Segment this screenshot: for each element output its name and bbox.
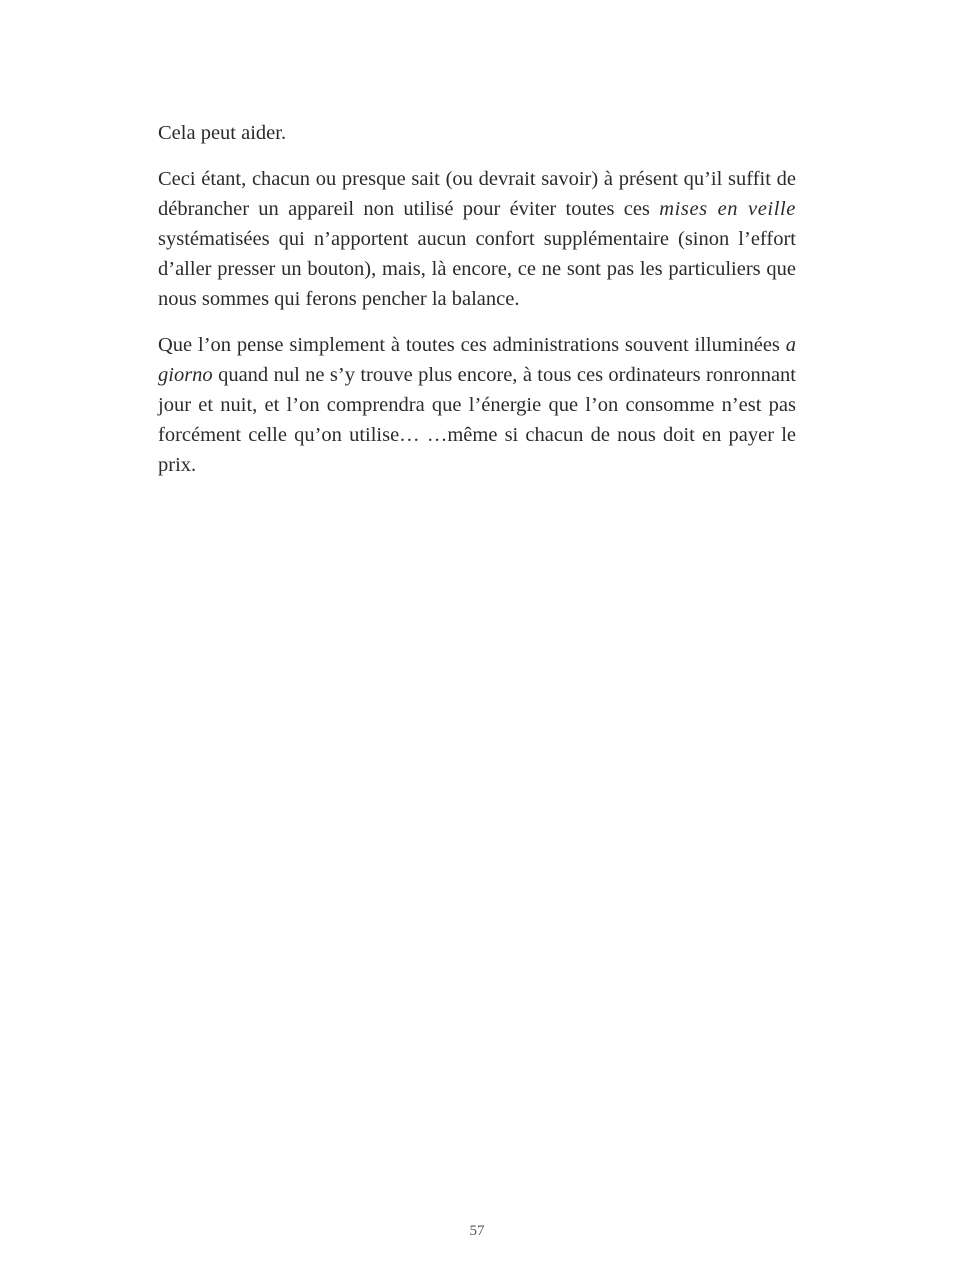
paragraph-1-text: Cela peut aider. [158, 122, 287, 144]
page-number: 57 [469, 1223, 485, 1239]
paragraph-1 [158, 118, 796, 148]
paragraph-2-text-end: systématisées qui n’apportent aucun confort supplémentaire (sinon l’effort d’aller presser un bouton), mais, là encore, ce ne sont pas les particuliers que nous sommes qui ferons pencher la balance. [158, 228, 796, 310]
paragraph-3-text-end: quand nul ne s’y trouve plus encore, à tous ces ordinateurs ronronnant jour et nuit, et l’on comprendra que l’énergie que l’on consomme n’est pas forcément celle qu’on utilise… …même si chacun de nous doit en payer le prix. [158, 364, 796, 476]
paragraph-2-emphasis: mises en veille [659, 198, 796, 220]
body-text [158, 118, 796, 496]
paragraph-2-text-start: Ceci étant, chacun ou presque sait (ou devrait savoir) à présent qu’il suffit de débrancher un appareil non utilisé pour éviter toutes ces [158, 168, 796, 220]
paragraph-3 [158, 330, 796, 480]
paragraph-2 [158, 164, 796, 314]
paragraph-3-emphasis: a giorno [158, 334, 796, 386]
paragraph-3-text-start: Que l’on pense simplement à toutes ces administrations souvent illuminées [158, 334, 786, 356]
